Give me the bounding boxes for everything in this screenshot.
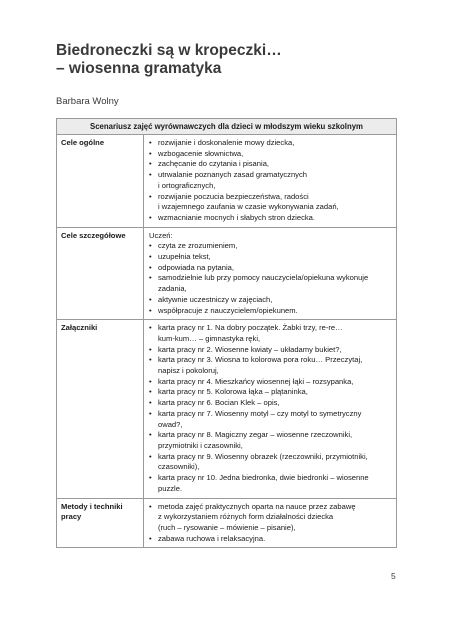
row-label: Cele szczegółowe [57,227,144,320]
list-item: • samodzielnie lub przy pomocy nauczyciela/opiekuna wykonuje [149,273,392,284]
list-item-continuation: puzzle. [158,483,183,493]
bullet-list [149,241,392,316]
list-item: • współpracuje z nauczycielem/opiekunem. [149,306,392,317]
title-line-2: – wiosenna gramatyka [56,60,222,77]
list-item-continuation: napisz i pokoloruj, [158,366,219,376]
list-item: • karta pracy nr 6. Bocian Klek – opis, [149,398,392,409]
table-header: Scenariusz zajęć wyrównawczych dla dzieci w młodszym wieku szkolnym [57,119,397,135]
table-row [57,498,397,548]
row-intro: Uczeń: [149,230,173,240]
list-item-continuation: przymiotniki i czasowniki, [158,440,243,450]
list-item: • czyta ze zrozumieniem, [149,241,392,252]
list-item: • zachęcanie do czytania i pisania, [149,159,392,170]
list-item: • metoda zajęć praktycznych oparta na nauce przez zabawę [149,502,392,513]
list-item-continuation: z wykorzystaniem różnych form działalności dziecka [158,512,334,522]
list-item: • karta pracy nr 1. Na dobry początek. Żabki trzy, re-re… [149,323,392,334]
list-item: • karta pracy nr 10. Jedna biedronka, dwie biedronki – wiosenne [149,473,392,484]
list-item: • wzbogacenie słownictwa, [149,149,392,160]
page-title [56,42,406,78]
list-item: • karta pracy nr 4. Mieszkańcy wiosennej łąki – rozsypanka, [149,377,392,388]
bullet-list [149,138,392,224]
list-item-continuation: zadania, [158,284,187,294]
list-item: • utrwalanie poznanych zasad gramatycznych [149,170,392,181]
page-number: 5 [391,571,396,581]
author-name: Barbara Wolny [56,96,119,107]
list-item: • karta pracy nr 5. Kolorowa łąka – plątaninka, [149,387,392,398]
list-item-continuation: kum-kum… – gimnastyka ręki, [158,333,261,343]
row-content [144,320,397,498]
list-item: • rozwijanie poczucia bezpieczeństwa, radości [149,192,392,203]
row-label: Załączniki [57,320,144,498]
lesson-plan-table [56,118,397,548]
list-item: • odpowiada na pytania, [149,263,392,274]
list-item: • karta pracy nr 9. Wiosenny obrazek (rzeczowniki, przymiotniki, [149,452,392,463]
list-item: • karta pracy nr 2. Wiosenne kwiaty – układamy bukiet?, [149,345,392,356]
table-header-row [57,119,397,135]
list-item: • karta pracy nr 3. Wiosna to kolorowa pora roku… Przeczytaj, [149,355,392,366]
table-row [57,320,397,498]
bullet-list [149,502,392,545]
list-item: • karta pracy nr 8. Magiczny zegar – wiosenne rzeczowniki, [149,430,392,441]
list-item-continuation: i ortograficznych, [158,180,216,190]
table-row [57,227,397,320]
list-item-continuation: i wzajemnego zaufania w czasie wykonywania zadań, [158,202,339,212]
list-item-continuation: owad?, [158,419,183,429]
row-label: Metody i techniki pracy [57,498,144,548]
list-item: • karta pracy nr 7. Wiosenny motyl – czy motyl to symetryczny [149,409,392,420]
table-body [57,135,397,548]
list-item: • aktywnie uczestniczy w zajęciach, [149,295,392,306]
bullet-list [149,323,392,494]
row-label: Cele ogólne [57,135,144,228]
row-content [144,498,397,548]
title-line-1: Biedroneczki są w kropeczki… [56,42,282,59]
list-item: • zabawa ruchowa i relaksacyjna. [149,534,392,545]
table-row [57,135,397,228]
list-item: • uzupełnia tekst, [149,252,392,263]
list-item-continuation: (ruch – rysowanie – mówienie – pisanie), [158,522,296,532]
list-item: • wzmacnianie mocnych i słabych stron dziecka. [149,213,392,224]
row-content [144,227,397,320]
row-content [144,135,397,228]
list-item-continuation: czasowniki), [158,462,200,472]
list-item: • rozwijanie i doskonalenie mowy dziecka, [149,138,392,149]
